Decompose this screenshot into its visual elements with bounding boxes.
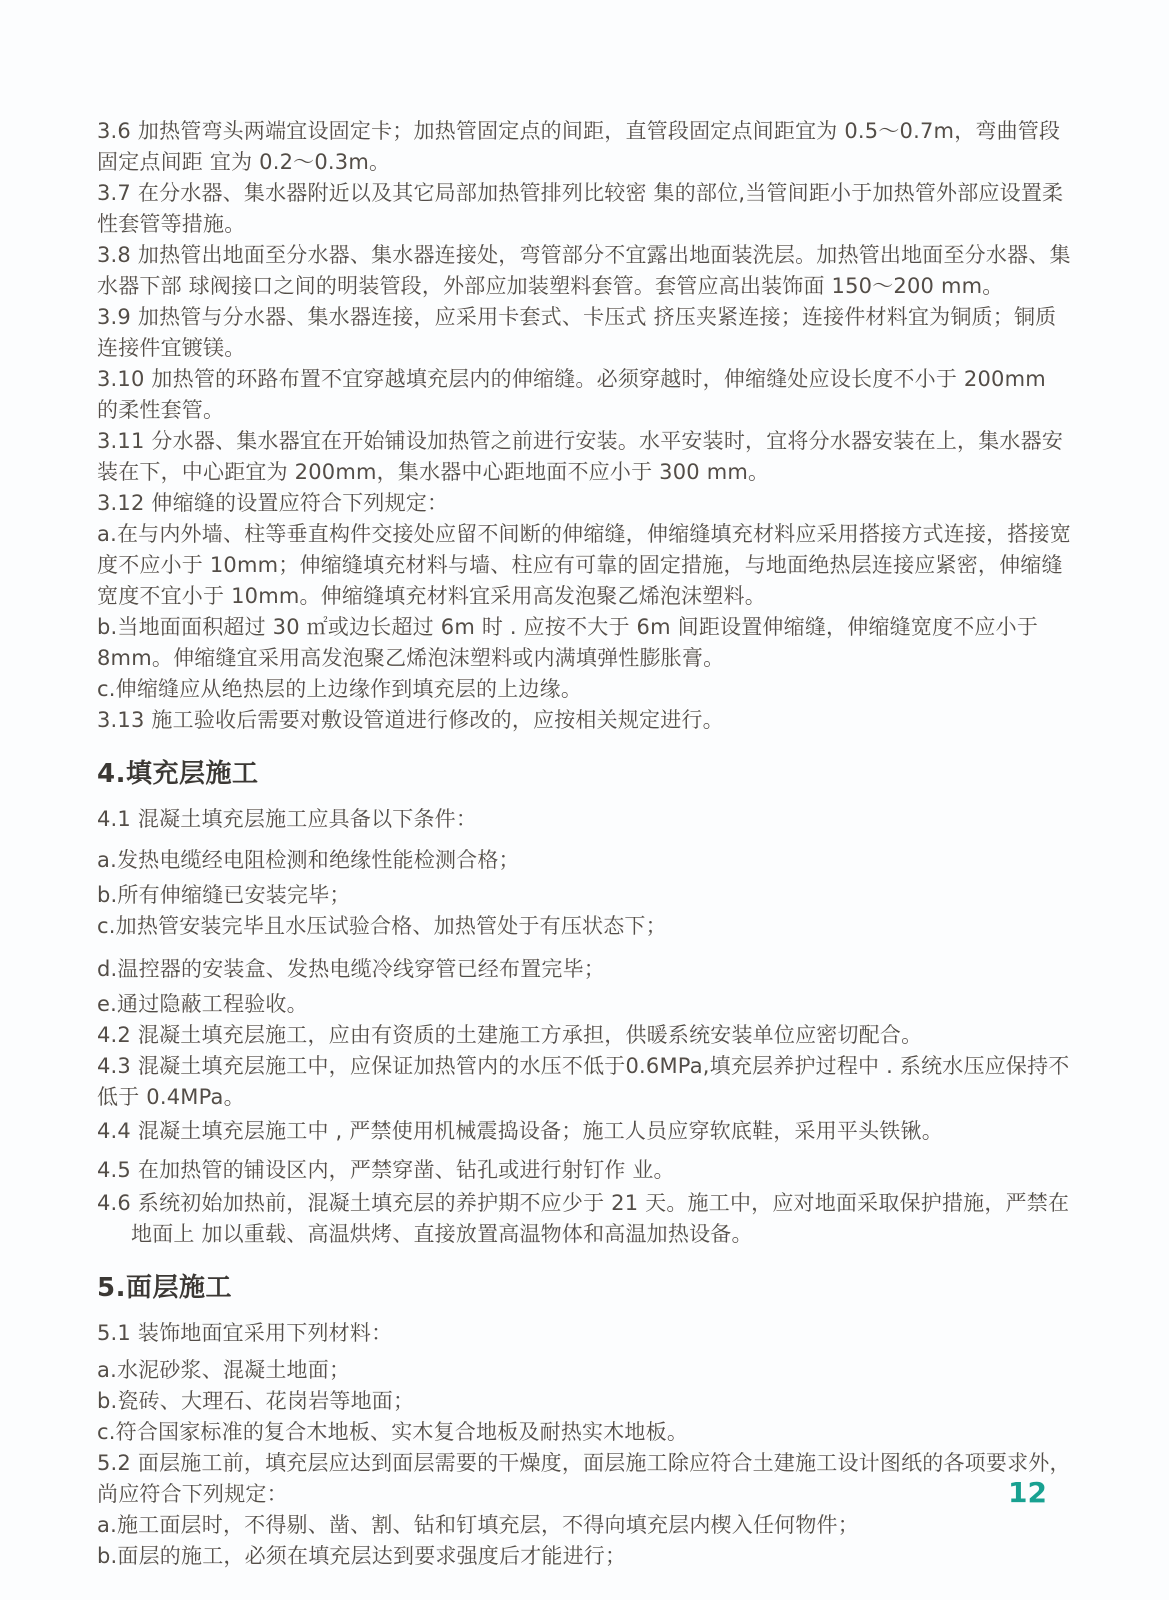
paragraph: 4.5 在加热管的铺设区内，严禁穿凿、钻孔或进行射钉作 业。	[97, 1158, 675, 1182]
paragraph: 3.9 加热管与分水器、集水器连接，应采用卡套式、卡压式 挤压夹紧连接；连接件材料宜为铜质；铜质连接件宜镀镁。	[97, 305, 1057, 360]
paragraph: 4.4 混凝土填充层施工中 , 严禁使用机械震捣设备；施工人员应穿软底鞋，采用平头铁锹。	[97, 1119, 943, 1143]
paragraph: c.加热管安装完毕且水压试验合格、加热管处于有压状态下；	[97, 914, 667, 938]
paragraph: 3.11 分水器、集水器宜在开始铺设加热管之前进行安装。水平安装时，宜将分水器安装在上，集水器安装在下，中心距宜为 200mm，集水器中心距地面不应小于 300 mm。	[97, 429, 1064, 484]
paragraph: 4.2 混凝土填充层施工，应由有资质的土建施工方承担，供暖系统安装单位应密切配合。	[97, 1023, 923, 1047]
paragraph: b.瓷砖、大理石、花岗岩等地面；	[97, 1389, 415, 1413]
paragraph: a.施工面层时，不得剔、凿、割、钻和钉填充层，不得向填充层内楔入任何物件；	[97, 1513, 859, 1537]
paragraph: 4.6 系统初始加热前，混凝土填充层的养护期不应少于 21 天。施工中，应对地面采取保护措施，严禁在地面上 加以重载、高温烘烤、直接放置高温物体和高温加热设备。	[97, 1191, 1070, 1246]
paragraph: a.发热电缆经电阻检测和绝缘性能检测合格；	[97, 848, 520, 872]
paragraph: b.所有伸缩缝已安装完毕；	[97, 883, 351, 907]
paragraph: 3.6 加热管弯头两端宜设固定卡；加热管固定点的间距，直管段固定点间距宜为 0.5～0.7m，弯曲管段固定点间距 宜为 0.2～0.3m。	[97, 119, 1061, 174]
paragraph: 3.10 加热管的环路布置不宜穿越填充层内的伸缩缝。必须穿越时，伸缩缝处应设长度不小于 200mm 的柔性套管。	[97, 367, 1046, 422]
paragraph: 4.1 混凝土填充层施工应具备以下条件：	[97, 807, 478, 831]
paragraph: 3.8 加热管出地面至分水器、集水器连接处，弯管部分不宜露出地面装洗层。加热管出地面至分水器、集水器下部 球阀接口之间的明装管段，外部应加装塑料套管。套管应高出装饰面 150～200 mm。	[97, 243, 1071, 298]
paragraph: a.水泥砂浆、混凝土地面；	[97, 1358, 351, 1382]
paragraph: b.当地面面积超过 30 ㎡或边长超过 6m 时 . 应按不大于 6m 间距设置伸缩缝，伸缩缝宽度不应小于 8mm。伸缩缝宜采用高发泡聚乙烯泡沫塑料或内满填弹性膨胀膏。	[97, 615, 1039, 670]
page-number: 12	[1008, 1476, 1047, 1509]
paragraph: 5.1 装饰地面宜采用下列材料：	[97, 1321, 393, 1345]
paragraph: 4.3 混凝土填充层施工中，应保证加热管内的水压不低于0.6MPa,填充层养护过程中 . 系统水压应保持不低于 0.4MPa。	[97, 1054, 1070, 1109]
paragraph: c.伸缩缝应从绝热层的上边缘作到填充层的上边缘。	[97, 677, 583, 701]
paragraph: 3.12 伸缩缝的设置应符合下列规定：	[97, 491, 449, 515]
paragraph: 3.13 施工验收后需要对敷设管道进行修改的，应按相关规定进行。	[97, 708, 724, 732]
paragraph: a.在与内外墙、柱等垂直构件交接处应留不间断的伸缩缝，伸缩缝填充材料应采用搭接方式连接，搭接宽度不应小于 10mm；伸缩缝填充材料与墙、柱应有可靠的固定措施，与地面绝热层连接应紧密，伸缩缝宽度不宜小于 10mm。伸缩缝填充材料宜采用高发泡聚乙烯泡沫塑料。	[97, 522, 1071, 608]
paragraph: e.通过隐蔽工程验收。	[97, 992, 308, 1016]
paragraph: c.符合国家标准的复合木地板、实木复合地板及耐热实木地板。	[97, 1420, 689, 1444]
paragraph: 3.7 在分水器、集水器附近以及其它局部加热管排列比较密 集的部位,当管间距小于加热管外部应设置柔性套管等措施。	[97, 181, 1064, 236]
paragraph: b.面层的施工，必须在填充层达到要求强度后才能进行；	[97, 1544, 627, 1568]
section-heading: 4.填充层施工	[97, 759, 259, 789]
document-content	[97, 116, 1073, 1572]
section-heading: 5.面层施工	[97, 1273, 232, 1303]
paragraph: d.温控器的安装盒、发热电缆冷线穿管已经布置完毕；	[97, 957, 606, 981]
paragraph: 5.2 面层施工前，填充层应达到面层需要的干燥度，面层施工除应符合土建施工设计图纸的各项要求外，尚应符合下列规定：	[97, 1451, 1071, 1506]
